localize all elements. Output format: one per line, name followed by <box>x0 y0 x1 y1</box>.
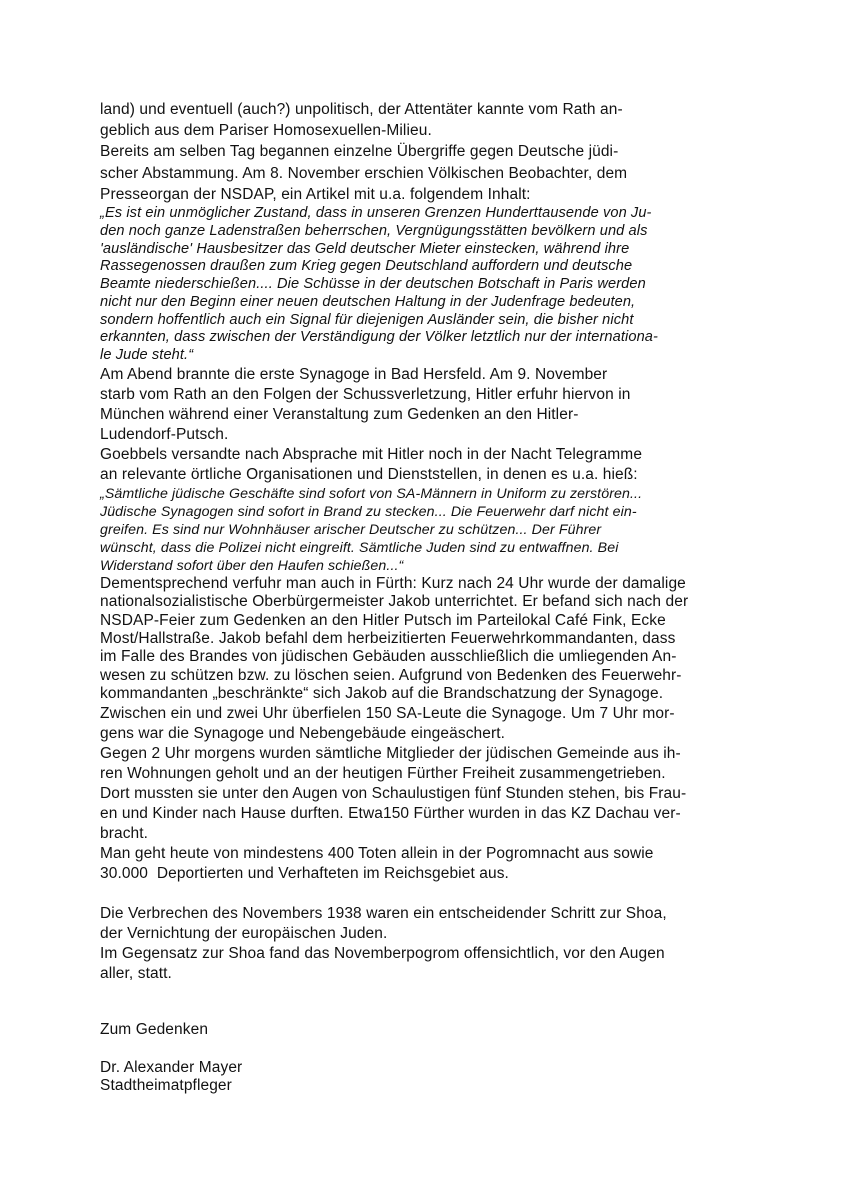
text-line: Most/Hallstraße. Jakob befahl dem herbeizitierten Feuerwehrkommandanten, dass <box>100 629 676 647</box>
paragraph <box>100 445 750 485</box>
text-line <box>100 1002 750 1020</box>
text-line: Ludendorf-Putsch. <box>100 425 229 443</box>
signature-block <box>100 1059 750 1096</box>
text-line: Zwischen ein und zwei Uhr überfielen 150 SA-Leute die Synagoge. Um 7 Uhr mor- <box>100 704 675 722</box>
text-line: land) und eventuell (auch?) unpolitisch, der Attentäter kannte vom Rath an- <box>100 101 623 118</box>
text-line <box>100 984 750 1002</box>
text-line: Am Abend brannte die erste Synagoge in Bad Hersfeld. Am 9. November <box>100 365 608 383</box>
text-line: „Sämtliche jüdische Geschäfte sind sofort von SA-Männern in Uniform zu zerstören... <box>100 485 643 502</box>
text-line <box>100 1040 750 1058</box>
text-line: greifen. Es sind nur Wohnhäuser arischer Deutscher zu schützen... Der Führer <box>100 521 602 538</box>
text-line: Zum Gedenken <box>100 1021 209 1039</box>
text-line: 30.000 Deportierten und Verhafteten im Reichsgebiet aus. <box>100 864 509 882</box>
text-line: wünscht, dass die Polizei nicht eingreift. Sämtliche Juden sind zu entwaffnen. Bei <box>100 539 619 556</box>
text-line: Dementsprechend verfuhr man auch in Fürth: Kurz nach 24 Uhr wurde der damalige <box>100 574 686 592</box>
text-line: Jüdische Synagogen sind sofort in Brand zu stecken... Die Feuerwehr darf nicht ein- <box>100 503 637 520</box>
quote-paragraph <box>100 485 750 575</box>
text-line: nationalsozialistische Oberbürgermeister Jakob unterrichtet. Er befand sich nach der <box>100 593 689 611</box>
text-line: Dr. Alexander Mayer <box>100 1058 243 1076</box>
paragraph <box>100 575 750 704</box>
paragraph <box>100 904 750 984</box>
paragraph <box>100 1020 750 1040</box>
blank-line-group <box>100 984 750 1021</box>
text-line: München während einer Veranstaltung zum Gedenken an den Hitler- <box>100 405 579 423</box>
text-line: scher Abstammung. Am 8. November erschien Völkischen Beobachter, dem <box>100 164 628 182</box>
text-line: Die Verbrechen des Novembers 1938 waren ein entscheidender Schritt zur Shoa, <box>100 904 667 922</box>
text-line: im Falle des Brandes von jüdischen Gebäuden ausschließlich die umliegenden An- <box>100 648 677 666</box>
text-line: 'ausländische' Hausbesitzer das Geld deutscher Mieter einstecken, während ihre <box>100 240 630 257</box>
blank-line-group <box>100 1040 750 1058</box>
text-line: an relevante örtliche Organisationen und Dienststellen, in denen es u.a. hieß: <box>100 465 638 483</box>
text-line: erkannten, dass zwischen der Verständigung der Völker letztlich nur der internationa- <box>100 329 658 346</box>
text-line: Im Gegensatz zur Shoa fand das Novemberpogrom offensichtlich, vor den Augen <box>100 944 665 962</box>
text-line: wesen zu schützen bzw. zu löschen seien. Aufgrund von Bedenken des Feuerwehr- <box>100 666 682 684</box>
text-line: Dort mussten sie unter den Augen von Schaulustigen fünf Stunden stehen, bis Frau- <box>100 784 687 802</box>
text-line: Gegen 2 Uhr morgens wurden sämtliche Mitglieder der jüdischen Gemeinde aus ih- <box>100 744 681 762</box>
paragraph <box>100 704 750 884</box>
text-line: aller, statt. <box>100 964 172 982</box>
text-line: NSDAP-Feier zum Gedenken an den Hitler Putsch im Parteilokal Café Fink, Ecke <box>100 611 666 629</box>
text-line: Presseorgan der NSDAP, ein Artikel mit u.a. folgendem Inhalt: <box>100 185 531 203</box>
paragraph <box>100 99 750 141</box>
text-line: Beamte niederschießen.... Die Schüsse in der deutschen Botschaft in Paris werden <box>100 276 646 293</box>
text-line: Stadtheimatpfleger <box>100 1077 232 1095</box>
text-line: der Vernichtung der europäischen Juden. <box>100 924 388 942</box>
document-content <box>100 99 750 1096</box>
text-line: ren Wohnungen geholt und an der heutigen Fürther Freiheit zusammengetrieben. <box>100 764 666 782</box>
text-line: en und Kinder nach Hause durften. Etwa150 Fürther wurden in das KZ Dachau ver- <box>100 804 681 822</box>
text-line: starb vom Rath an den Folgen der Schussverletzung, Hitler erfuhr hiervon in <box>100 385 631 403</box>
text-line: Widerstand sofort über den Haufen schießen...“ <box>100 557 404 574</box>
text-line: sondern hoffentlich auch ein Signal für diejenigen Ausländer sein, die bisher nicht <box>100 311 634 328</box>
text-line: bracht. <box>100 824 149 842</box>
quote-paragraph <box>100 205 750 365</box>
text-line: Goebbels versandte nach Absprache mit Hitler noch in der Nacht Telegramme <box>100 445 643 463</box>
paragraph <box>100 365 750 445</box>
text-line: Bereits am selben Tag begannen einzelne Übergriffe gegen Deutsche jüdi- <box>100 143 619 161</box>
blank-line-group <box>100 884 750 904</box>
paragraph <box>100 141 750 205</box>
text-line: den noch ganze Ladenstraßen beherrschen, Vergnügungsstätten bevölkern und als <box>100 222 648 239</box>
text-line: geblich aus dem Pariser Homosexuellen-Milieu. <box>100 122 432 140</box>
text-line: „Es ist ein unmöglicher Zustand, dass in unseren Grenzen Hunderttausende von Ju- <box>100 205 652 222</box>
text-line <box>100 884 750 904</box>
text-line: Rassegenossen draußen zum Krieg gegen Deutschland auffordern und deutsche <box>100 258 633 275</box>
text-line: nicht nur den Beginn einer neuen deutschen Haltung in der Judenfrage bedeuten, <box>100 293 636 310</box>
text-line: Man geht heute von mindestens 400 Toten allein in der Pogromnacht aus sowie <box>100 844 654 862</box>
text-line: le Jude steht.“ <box>100 347 194 364</box>
text-line: gens war die Synagoge und Nebengebäude eingeäschert. <box>100 724 506 742</box>
text-line: kommandanten „beschränkte“ sich Jakob auf die Brandschatzung der Synagoge. <box>100 685 664 703</box>
